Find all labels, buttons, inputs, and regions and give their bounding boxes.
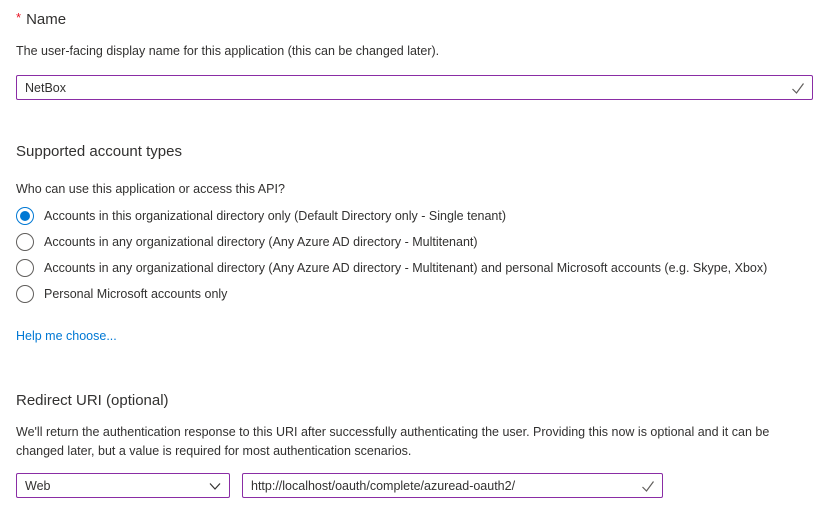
platform-select-container — [16, 473, 230, 498]
name-heading-text: Name — [26, 11, 67, 28]
radio-button-icon[interactable] — [16, 207, 34, 225]
platform-selected-value: Web — [25, 478, 51, 493]
redirect-uri-input[interactable] — [242, 473, 663, 498]
radio-option-personal-only[interactable] — [16, 281, 813, 307]
redirect-uri-description: We'll return the authentication response to this URI after successfully authenticating the user. Providing this now is optional and it can be changed later, but a value is required for most authentication scenarios. — [16, 425, 770, 458]
radio-option-label: Accounts in any organizational directory (Any Azure AD directory - Multitenant) and personal Microsoft accounts (e.g. Skype, Xbox) — [44, 261, 768, 275]
radio-option-single-tenant[interactable] — [16, 203, 813, 229]
name-section — [16, 10, 813, 100]
name-description: The user-facing display name for this application (this can be changed later). — [16, 44, 440, 58]
name-section-heading — [16, 10, 813, 30]
radio-option-label: Accounts in this organizational directory only (Default Directory only - Single tenant) — [44, 209, 507, 223]
account-types-heading: Supported account types — [16, 143, 182, 160]
account-types-radio-group — [16, 203, 813, 307]
redirect-uri-heading: Redirect URI (optional) — [16, 392, 169, 409]
required-asterisk: * — [16, 10, 22, 25]
redirect-uri-row — [16, 473, 813, 498]
radio-option-multitenant-personal[interactable] — [16, 255, 813, 281]
help-me-choose-link[interactable]: Help me choose... — [16, 329, 117, 343]
radio-option-label: Personal Microsoft accounts only — [44, 287, 228, 301]
name-input[interactable] — [16, 75, 813, 100]
radio-button-icon[interactable] — [16, 233, 34, 251]
uri-field-container — [242, 473, 663, 498]
account-types-section — [16, 142, 813, 345]
name-field-container — [16, 75, 813, 100]
platform-select[interactable] — [16, 473, 230, 498]
radio-option-multitenant[interactable] — [16, 229, 813, 255]
radio-option-label: Accounts in any organizational directory (Any Azure AD directory - Multitenant) — [44, 235, 478, 249]
radio-button-icon[interactable] — [16, 285, 34, 303]
radio-button-icon[interactable] — [16, 259, 34, 277]
redirect-uri-section — [16, 391, 813, 498]
account-types-question: Who can use this application or access this API? — [16, 182, 285, 196]
